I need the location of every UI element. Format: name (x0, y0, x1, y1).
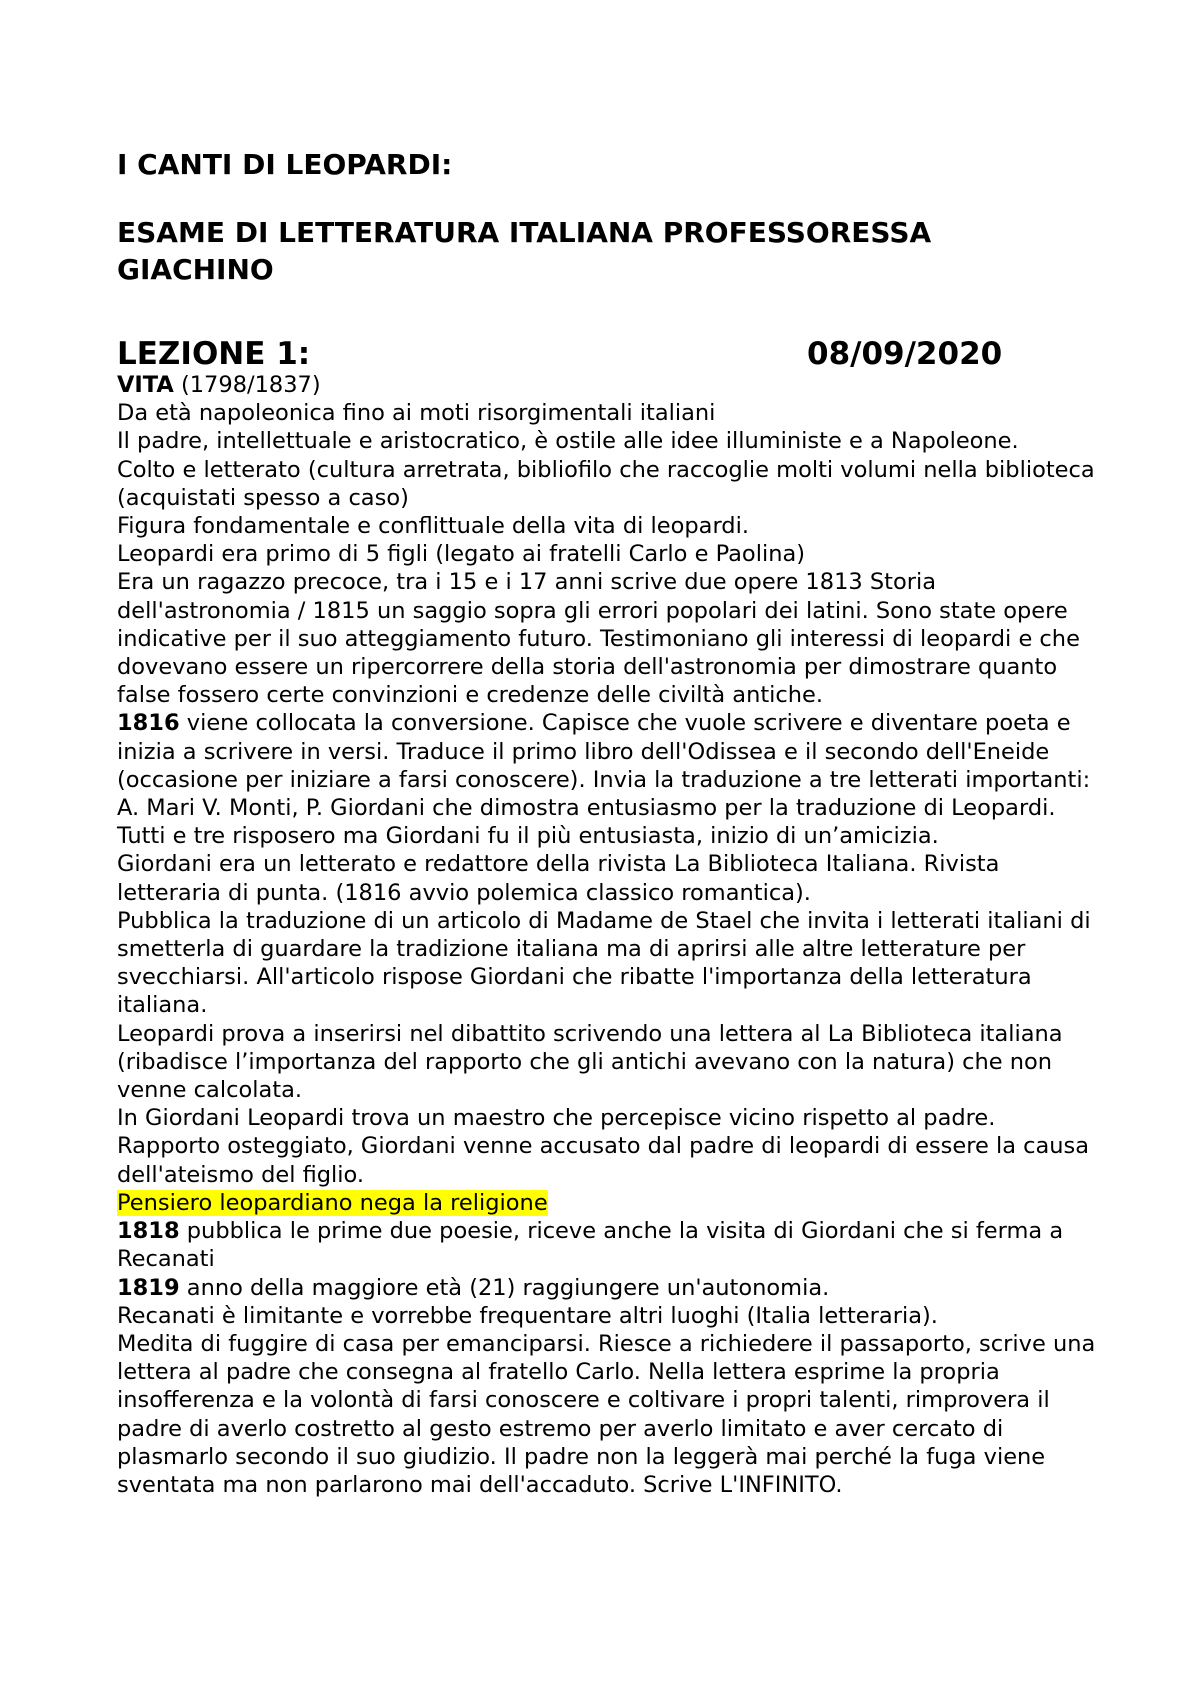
paragraph: Leopardi era primo di 5 figli (legato ai fratelli Carlo e Paolina) (117, 541, 806, 568)
year-label: 1818 (117, 1218, 180, 1245)
paragraph-text: viene collocata la conversione. Capisce che vuole scrivere e diventare poeta e inizia a scrivere in versi. Traduce il primo libro dell'Odissea e il secondo dell'Eneide (occasione per iniziare a farsi conoscere). Invia la traduzione a tre letterati importanti: A. Mari V. Monti, P. Giordani che dimostra entusiasmo per la traduzione di Leopardi. Tutti e tre risposero ma Giordani fu il più entusiasta, inizio di un’amicizia. (117, 710, 1091, 850)
paragraph (117, 709, 1097, 850)
paragraph: Leopardi prova a inserirsi nel dibattito scrivendo una lettera al La Biblioteca italiana (ribadisce l’importanza del rapporto che gli antichi avevano con la natura) che non venne calcolata. (117, 1020, 1063, 1104)
year-label: 1816 (117, 710, 180, 737)
paragraph: Il padre, intellettuale e aristocratico, è ostile alle idee illuministe e a Napoleone. (117, 428, 1019, 455)
paragraph-text: anno della maggiore età (21) raggiungere un'autonomia. (179, 1274, 830, 1301)
paragraph: Da età napoleonica fino ai moti risorgimentali italiani (117, 400, 716, 427)
exam-heading-line-2: GIACHINO (117, 253, 274, 286)
paragraph (117, 1217, 1097, 1273)
paragraph: Pubblica la traduzione di un articolo di Madame de Stael che invita i letterati italiani di smetterla di guardare la tradizione italiana ma di aprirsi alle altre letterature per svecchiarsi. All'articolo rispose Giordani che ribatte l'importanza della letteratura italiana. (117, 907, 1091, 1019)
year-label: 1819 (117, 1274, 180, 1301)
vita-years: (1798/1837) (173, 372, 321, 398)
paragraph: Medita di fuggire di casa per emanciparsi. Riesce a richiedere il passaporto, scrive una lettera al padre che consegna al fratello Carlo. Nella lettera esprime la propria insofferenza e la volontà di farsi conoscere e coltivare i propri talenti, rimprovera il padre di averlo costretto al gesto estremo per averlo limitato e aver cercato di plasmarlo secondo il suo giudizio. Il padre non la leggerà mai perché la fuga viene sventata ma non parlarono mai dell'accaduto. Scrive L'INFINITO. (117, 1330, 1096, 1498)
paragraph: Era un ragazzo precoce, tra i 15 e i 17 anni scrive due opere 1813 Storia dell'astronomia / 1815 un saggio sopra gli errori popolari dei latini. Sono state opere indicative per il suo atteggiamento futuro. Testimoniano gli interessi di leopardi e che dovevano essere un ripercorrere della storia dell'astronomia per dimostrare quanto false fossero certe convinzioni e credenze delle civiltà antiche. (117, 569, 1080, 709)
highlighted-line (117, 1189, 1097, 1217)
paragraph: Figura fondamentale e conflittuale della vita di leopardi. (117, 513, 749, 540)
paragraph (117, 1274, 1097, 1302)
lesson-date: 08/09/2020 (807, 336, 1003, 372)
paragraph: Giordani era un letterato e redattore della rivista La Biblioteca Italiana. Rivista letteraria di punta. (1816 avvio polemica classico romantica). (117, 851, 1000, 906)
paragraph: Colto e letterato (cultura arretrata, bibliofilo che raccoglie molti volumi nella biblioteca (acquistati spesso a caso) (117, 456, 1095, 511)
lesson-header (117, 334, 1017, 374)
vita-line (117, 371, 1097, 399)
exam-heading-line-1: ESAME DI LETTERATURA ITALIANA PROFESSORESSA (117, 216, 932, 249)
lesson-notes (117, 371, 1097, 1499)
paragraph-text: pubblica le prime due poesie, riceve anche la visita di Giordani che si ferma a Recanati (117, 1218, 1064, 1273)
paragraph: In Giordani Leopardi trova un maestro che percepisce vicino rispetto al padre. (117, 1105, 996, 1132)
paragraph: Rapporto osteggiato, Giordani venne accusato dal padre di leopardi di essere la causa dell'ateismo del figlio. (117, 1133, 1090, 1188)
lesson-label: LEZIONE 1: (117, 336, 311, 372)
highlighted-text: Pensiero leopardiano nega la religione (117, 1189, 548, 1216)
document-title: I CANTI DI LEOPARDI: (117, 148, 453, 181)
paragraph: Recanati è limitante e vorrebbe frequentare altri luoghi (Italia letteraria). (117, 1302, 938, 1329)
vita-label: VITA (117, 372, 174, 398)
